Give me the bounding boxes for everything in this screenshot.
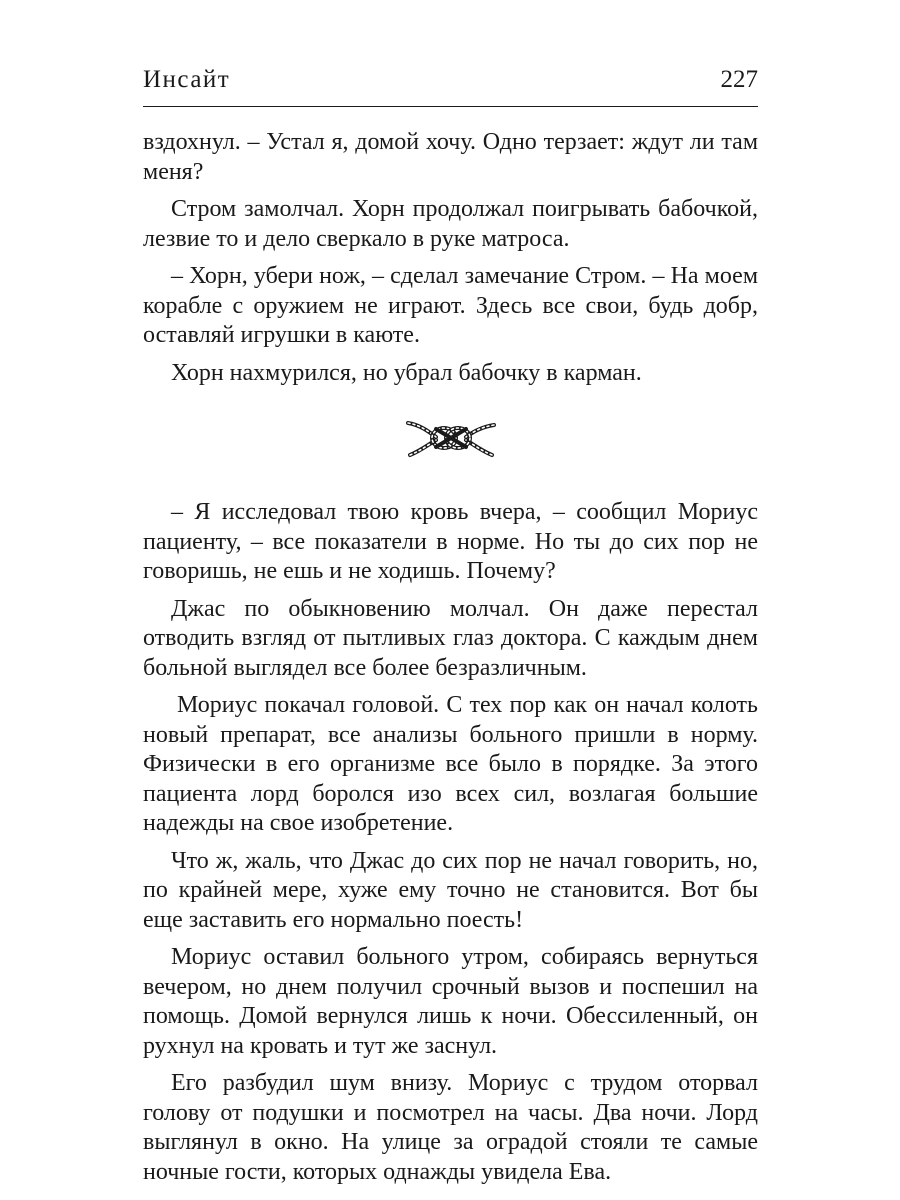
running-head: Инсайт: [143, 66, 231, 93]
paragraph: Мориус покачал головой. С тех пор как он начал колоть новый препарат, все анализы больного пришли в норму. Физически в его организме все было в порядке. За этого пациента лорд боролся изо всех сил, возлагая большие надежды на свое изобретение.: [143, 692, 758, 836]
page-number: 227: [720, 66, 758, 93]
paragraph: вздохнул. – Устал я, домой хочу. Одно терзает: ждут ли там меня?: [143, 129, 758, 185]
paragraph: Хорн нахмурился, но убрал бабочку в карман.: [171, 359, 642, 386]
paragraph: Стром замолчал. Хорн продолжал поигрывать бабочкой, лезвие то и дело сверкало в руке матроса.: [143, 196, 758, 252]
paragraph: – Я исследовал твою кровь вчера, – сообщил Мориус пациенту, – все показатели в норме. Но ты до сих пор не говоришь, не ешь и не ходишь. Почему?: [143, 499, 758, 584]
paragraph: – Хорн, убери нож, – сделал замечание Стром. – На моем корабле с оружием не играют. Здесь все свои, будь добр, оставляй игрушки в каюте.: [143, 263, 758, 348]
body-text: [143, 128, 758, 1195]
paragraph: Что ж, жаль, что Джас до сих пор не начал говорить, но, по крайней мере, хуже ему точно не становится. Вот бы еще заставить его нормально поесть!: [143, 847, 758, 933]
section-divider: [143, 410, 758, 466]
rope-knot-icon: [406, 415, 496, 461]
paragraph: Его разбудил шум внизу. Мориус с трудом оторвал голову от подушки и посмотрел на часы. Два ночи. Лорд выглянул в окно. На улице за оградой стояли те самые ночные гости, которых однажды увидела Ева.: [143, 1070, 758, 1185]
paragraph: Джас по обыкновению молчал. Он даже перестал отводить взгляд от пытливых глаз доктора. С каждым днем больной выглядел все более безразличным.: [143, 595, 758, 681]
page-header: [143, 66, 758, 107]
paragraph: Мориус оставил больного утром, собираясь вернуться вечером, но днем получил срочный вызов и поспешил на помощь. Домой вернулся лишь к ночи. Обессиленный, он рухнул на кровать и тут же заснул.: [143, 944, 758, 1059]
